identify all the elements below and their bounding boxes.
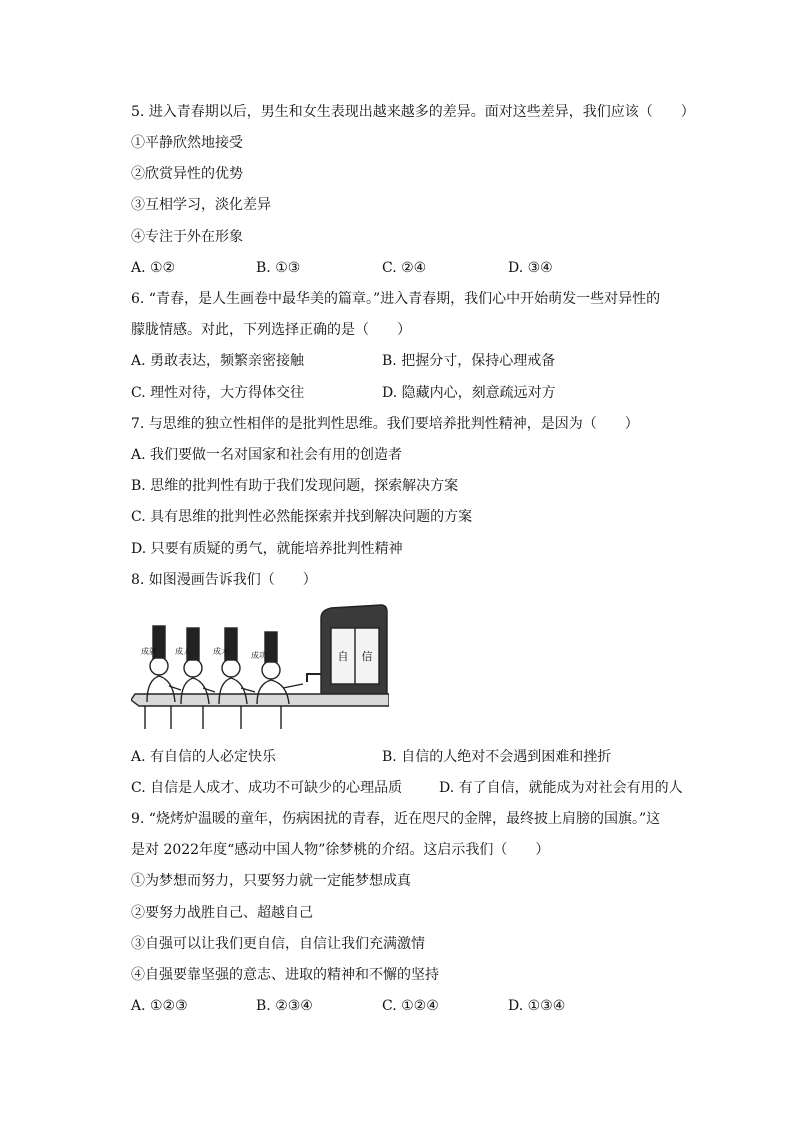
q6-option-a: A. 勇敢表达，频繁亲密接触 — [131, 353, 305, 369]
cartoon-sign-right: 信 — [361, 650, 373, 663]
q6-option-d: D. 隐藏内心，刻意疏远对方 — [382, 385, 556, 401]
q6-option-c: C. 理性对待，大方得体交往 — [131, 385, 305, 401]
q5-item-1: ①平静欣然地接受 — [131, 135, 243, 151]
q5-item-3: ③互相学习，淡化差异 — [131, 197, 271, 213]
q7-option-d: D. 只要有质疑的勇气，就能培养批判性精神 — [131, 541, 403, 557]
q9-option-c: C. ①②④ — [382, 998, 439, 1014]
cartoon-sign-left: 自 — [337, 650, 349, 663]
confidence-cartoon — [131, 602, 389, 729]
q9-item-3: ③自强可以让我们更自信，自信让我们充满激情 — [131, 936, 425, 952]
q5-option-c: C. ②④ — [382, 260, 427, 276]
q6-stem-line-1: 6. “青春，是人生画卷中最华美的篇章。”进入青春期，我们心中开始萌发一些对异性的 — [131, 291, 661, 307]
cartoon-label-2: 成人 — [175, 647, 191, 656]
q7-option-c: C. 具有思维的批判性必然能探索并找到解决问题的方案 — [131, 509, 473, 525]
q8-option-b: B. 自信的人绝对不会遇到困难和挫折 — [382, 749, 612, 765]
q5-item-2: ②欣赏异性的优势 — [131, 166, 243, 182]
q8-option-d: D. 有了自信，就能成为对社会有用的人 — [439, 780, 683, 796]
q9-stem-line-2: 是对 2022年度“感动中国人物”徐梦桃的介绍。这启示我们（ ） — [131, 842, 550, 858]
cartoon-label-1: 成就 — [141, 647, 157, 656]
q9-item-2: ②要努力战胜自己、超越自己 — [131, 905, 313, 921]
q6-stem-line-2: 朦胧情感。对此，下列选择正确的是（ ） — [131, 322, 411, 338]
q5-stem: 5. 进入青春期以后，男生和女生表现出越来越多的差异。面对这些差异，我们应该（ ） — [131, 104, 695, 120]
q5-option-b: B. ①③ — [256, 260, 301, 276]
q9-item-4: ④自强要靠坚强的意志、进取的精神和不懈的坚持 — [131, 967, 439, 983]
q5-item-4: ④专注于外在形象 — [131, 229, 243, 245]
q8-stem: 8. 如图漫画告诉我们（ ） — [131, 572, 317, 588]
cartoon-label-3: 成才 — [213, 647, 229, 656]
q5-option-d: D. ③④ — [508, 260, 553, 276]
q9-item-1: ①为梦想而努力，只要努力就一定能梦想成真 — [131, 873, 411, 889]
q7-stem: 7. 与思维的独立性相伴的是批判性思维。我们要培养批判性精神，是因为（ ） — [131, 416, 639, 432]
q6-option-b: B. 把握分寸，保持心理戒备 — [382, 353, 556, 369]
q7-option-b: B. 思维的批判性有助于我们发现问题，探索解决方案 — [131, 478, 459, 494]
q9-option-b: B. ②③④ — [256, 998, 313, 1014]
q7-option-a: A. 我们要做一名对国家和社会有用的创造者 — [131, 447, 403, 463]
q5-option-a: A. ①② — [131, 260, 176, 276]
q8-option-a: A. 有自信的人必定快乐 — [131, 749, 277, 765]
cartoon-label-4: 成功 — [251, 651, 267, 660]
q8-option-c: C. 自信是人成才、成功不可缺少的心理品质 — [131, 780, 403, 796]
q9-option-a: A. ①②③ — [131, 998, 188, 1014]
q9-option-d: D. ①③④ — [508, 998, 566, 1014]
q9-stem-line-1: 9. “烧烤炉温暖的童年，伤病困扰的青春，近在咫尺的金牌，最终披上肩膀的国旗。”这 — [131, 811, 661, 827]
